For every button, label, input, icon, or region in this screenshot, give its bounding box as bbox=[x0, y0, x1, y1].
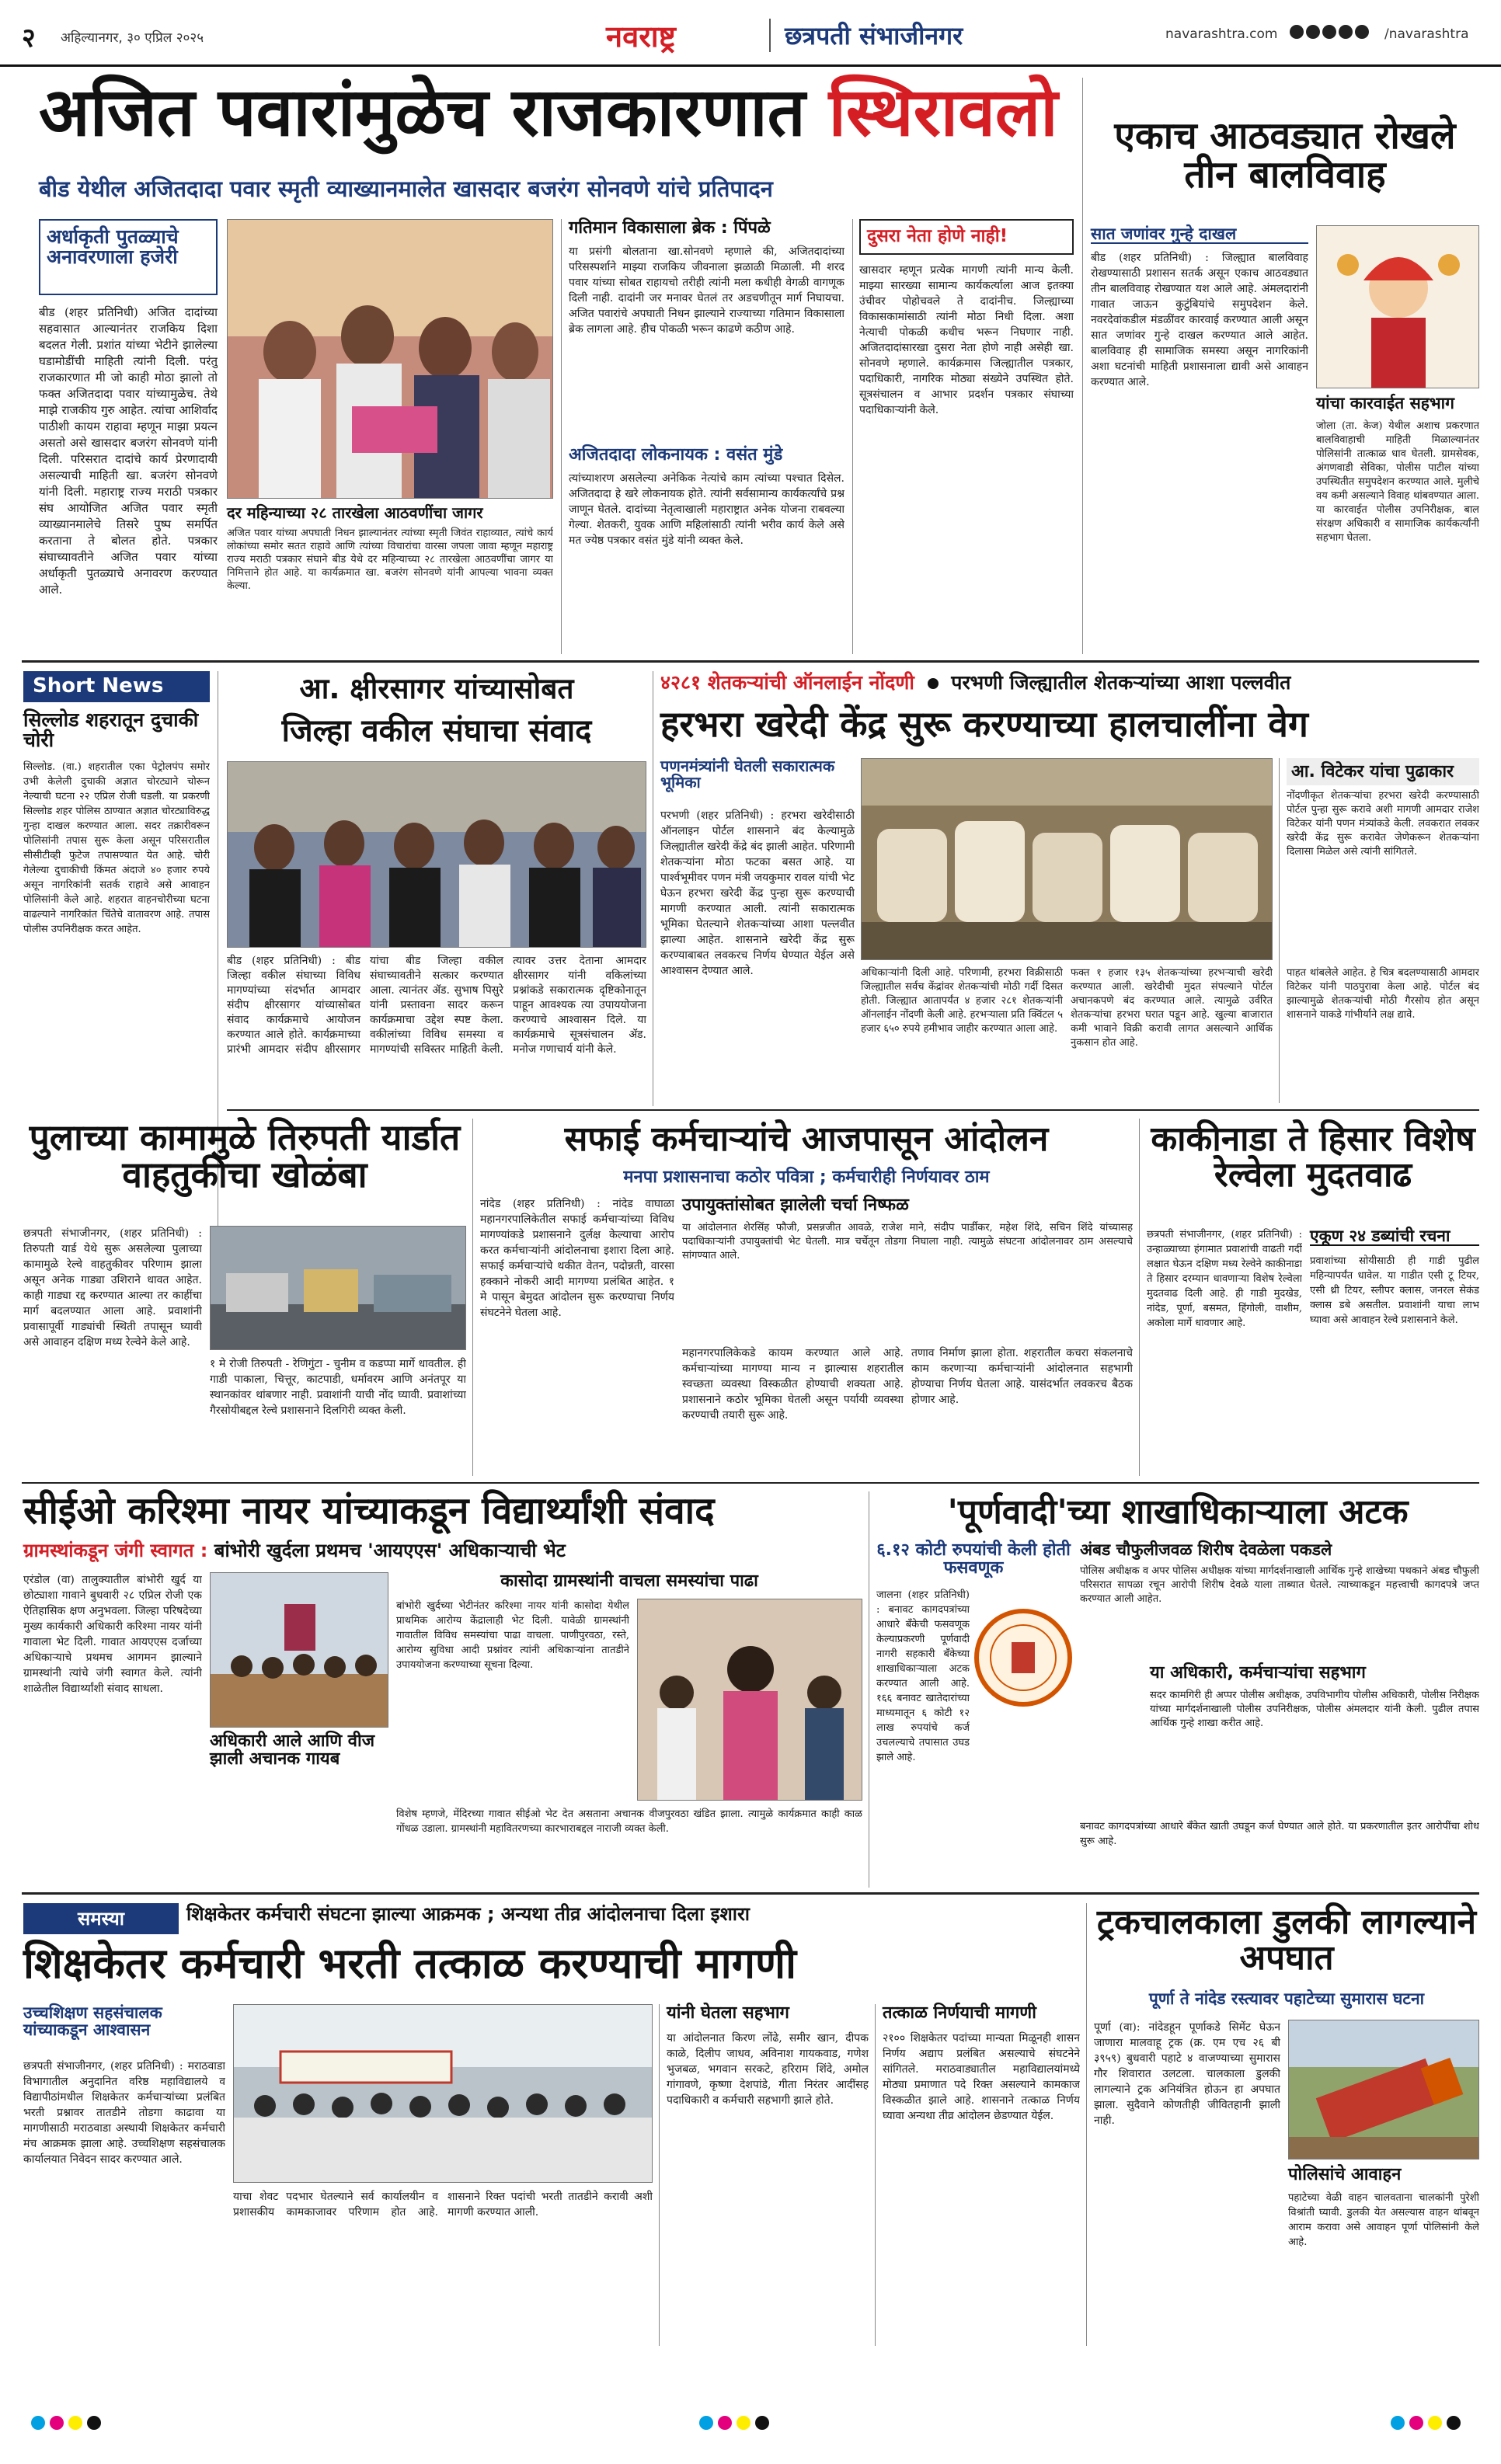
purnawadi-mid-body: पोलिस अधीक्षक व अपर पोलिस अधीक्षक यांच्या मार्गदर्शनाखाली आर्थिक गुन्हे शाखेच्या पथकाने अंबड चौफुली परिसरात सापळा रचून आरोपी शिरीष देवळे याला ताब्यात घेतले. त्याच्याकडून महत्त्वाची कागदपत्रे जप्त करण्यात आली आहेत. bbox=[1080, 1565, 1479, 1605]
teachers-col3-title: यांनी घेतला सहभाग bbox=[667, 2003, 789, 2023]
safai-sub: मनपा प्रशासनाचा कठोर पवित्रा ; कर्मचारीही निर्णयावर ठाम bbox=[623, 1168, 990, 1187]
gram-box-title: आ. विटेकर यांचा पुढाकार bbox=[1287, 758, 1479, 785]
purnawadi-bottom: बनावट कागदपत्रांच्या आधारे बँकेत खाती उघडून कर्ज घेण्यात आले होते. या प्रकरणातील इतर आरोपींचा शोध सुरू आहे. bbox=[1080, 1821, 1479, 1847]
lead-photo bbox=[227, 219, 553, 499]
gram-kicker-count: ४२८१ शेतकऱ्यांची ऑनलाईन नोंदणी bbox=[660, 671, 914, 694]
site-url[interactable]: navarashtra.com bbox=[1165, 26, 1278, 42]
lead-photo-caption-title: दर महिन्याच्या २८ तारखेला आठवणींचा जागर bbox=[227, 503, 483, 522]
safai-body: नांदेड (शहर प्रतिनिधी) : नांदेड वाघाळा महानगरपालिकेतील सफाई कर्मचाऱ्यांच्या विविध मागण्यांकडे प्रशासनाने दुर्लक्ष केल्याचा आरोप करत कर्मचाऱ्यांनी आंदोलनाचा इशारा दिला आहे. सफाई कर्मचाऱ्यांचे थकीत वेतन, पदोन्नती, वारसा हक्काने नोकरी आदी मागण्या प्रलंबित आहेत. १ मे पासून बेमुदत आंदोलन सुरू करण्याचा निर्णय संघटनेने घेतला आहे. bbox=[480, 1198, 674, 1319]
child-marriage-box-title: यांचा कारवाईत सहभाग bbox=[1316, 394, 1454, 412]
gram-body: परभणी (शहर प्रतिनिधी) : हरभरा खरेदीसाठी ऑनलाइन पोर्टल शासनाने बंद केल्यामुळे जिल्ह्यातील खरेदी केंद्रे बंद झाली आहेत. परिणामी शेतकऱ्यांना मोठा फटका बसत आहे. या पार्श्वभूमीवर पणन मंत्री जयकुमार रावल यांची भेट घेऊन हरभरा खरेदी केंद्र पुन्हा सुरू करण्याची मागणी करण्यात आली. त्यांनी सकारात्मक भूमिका घेतल्याने शेतकऱ्यांच्या आशा पल्लवीत झाल्या आहेत. शासनाने खरेदी केंद्र सुरू करण्याबाबत लवकरच निर्णय घेण्यात येईल असे आश्वासन देण्यात आले. bbox=[660, 809, 855, 977]
truck-headline: ट्रकचालकाला डुलकी लागल्याने अपघात bbox=[1096, 1902, 1477, 1979]
lead-headline-part2: स्थिरावलो bbox=[828, 74, 1058, 151]
lawyers-body: बीड (शहर प्रतिनिधी) : बीड जिल्हा वकील संघाच्या विविध मागण्यांच्या संदर्भात आमदार संदीप क्षीरसागर यांच्यासोबत संवाद कार्यक्रमाचे आयोजन करण्यात आले होते. कार्यक्रमाच्या प्रारंभी आमदार संदीप क्षीरसागर यांचा बीड जिल्हा वकील संघाच्यावतीने सत्कार करण्यात आला. त्यानंतर ॲड. सुभाष पिसुरे यांनी प्रस्तावना सादर करून कार्यक्रमाचा उद्देश स्पष्ट केला. वकीलांच्या विविध समस्या व मागण्यांची सविस्तर माहिती केली. त्यावर उत्तर देताना आमदार क्षीरसागर यांनी वकिलांच्या प्रश्नांकडे सकारात्मक दृष्टिकोनातून पाहून आवश्यक त्या उपाययोजना करण्याचे आश्वासन दिले. या कार्यक्रमाचे सूत्रसंचालन ॲड. मनोज गणाचार्य यांनी केले. bbox=[227, 955, 646, 1056]
safai-body3: तणाव निर्माण झाला होता. शहरातील कचरा संकलनाचे काम करणाऱ्या कर्मचाऱ्यांनी आंदोलनात सहभागी होण्याचा निर्णय घेतला आहे. यासंदर्भात लवकरच बैठक होणार आहे. bbox=[911, 1347, 1133, 1406]
child-marriage-sub: सात जणांवर गुन्हे दाखल bbox=[1091, 225, 1308, 244]
lead-sidebar-title: अर्धाकृती पुतळ्याचे अनावरणाला हजेरी bbox=[47, 225, 179, 269]
kakinada-box-body: प्रवाशांच्या सोयीसाठी ही गाडी पुढील महिन्यापर्यंत धावेल. या गाडीत एसी टू टियर, एसी थ्री टियर, स्लीपर क्लास, जनरल सेकंड क्लास डबे असतील. प्रवाशांनी याचा लाभ घ्यावा असे आवाहन रेल्वे प्रशासनाने केले. bbox=[1310, 1255, 1479, 1326]
social-icons[interactable] bbox=[1290, 25, 1369, 42]
lead-col2-title: गतिमान विकासाला ब्रेक : पिंपळे bbox=[569, 218, 771, 238]
purnawadi-box-title: या अधिकारी, कर्मचाऱ्यांचा सहभाग bbox=[1150, 1663, 1366, 1683]
ceo-mid-body: बांभोरी खुर्दच्या भेटीनंतर करिश्मा नायर यांनी कासोदा येथील प्राथमिक आरोग्य केंद्रालाही भेट दिली. यावेळी ग्रामस्थांनी गावातील विविध समस्यांचा पाढा वाचला. पाणीपुरवठा, रस्ते, आरोग्य सुविधा आदी प्रश्नांवर त्यांनी अधिकाऱ्यांना तातडीने उपाययोजना करण्याच्या सूचना दिल्या. bbox=[396, 1600, 629, 1671]
teachers-headline: शिक्षकेतर कर्मचारी भरती तत्काळ करण्याची मागणी bbox=[23, 1939, 797, 1988]
print-registration-marks-right bbox=[1391, 2416, 1465, 2433]
problem-tag-text: समस्या bbox=[77, 1908, 125, 1930]
gram-headline: हरभरा खरेदी केंद्र सुरू करण्याच्या हालचालींना वेग bbox=[660, 703, 1308, 745]
teachers-col4-body: २१०० शिक्षकेतर पदांच्या मान्यता मिळूनही शासन निर्णय अद्याप प्रलंबित असल्याचे संघटनेने सांगितले. मराठवाड्यातील महाविद्यालयांमध्ये मोठ्या प्रमाणात पदे रिक्त असल्याने कामकाज विस्कळीत झाले आहे. शासनाने तत्काळ निर्णय घ्यावा अन्यथा तीव्र आंदोलन छेडण्यात येईल. bbox=[883, 2032, 1080, 2122]
child-marriage-illustration bbox=[1316, 225, 1479, 388]
tirupati-body2: १ मे रोजी तिरुपती - रेणिगुंटा - चुनीम व कडप्पा मार्गे धावतील. ही गाडी पाकाला, चित्तूर, काटपाडी, धर्मावरम आणि अनंतपूर या स्थानकांवर थांबणार नाही. प्रवाशांनी याची नोंद घ्यावी. प्रवाशांच्या गैरसोयीबद्दल रेल्वे प्रशासनाने दिलगिरी व्यक्त केली. bbox=[210, 1358, 466, 1417]
short-news-title: सिल्लोड शहरातून दुचाकी चोरी bbox=[23, 708, 199, 752]
purnawadi-mid-title: अंबड चौफुलीजवळ शिरीष देवळेला पकडले bbox=[1080, 1540, 1332, 1559]
lawyers-photo bbox=[227, 761, 646, 948]
lawyers-headline: जिल्हा वकील संघाचा संवाद bbox=[281, 713, 592, 749]
purnawadi-bank-seal bbox=[973, 1588, 1074, 1743]
lead-col3-title: दुसरा नेता होणे नाही! bbox=[867, 226, 1008, 246]
teachers-body: छत्रपती संभाजीनगर, (शहर प्रतिनिधी) : मराठवाडा विभागातील अनुदानित वरिष्ठ महाविद्यालये व विद्यापीठांमधील शिक्षकेतर कर्मचाऱ्यांच्या प्रलंबित भरती प्रश्नावर तातडीने तोडगा काढावा या मागणीसाठी मराठवाडा अस्थायी शिक्षकेतर कर्मचारी मंच आक्रमक झाला आहे. उच्चशिक्षण सहसंचालक कार्यालयात निवेदन सादर करण्यात आले. bbox=[23, 2060, 225, 2166]
truck-box-body: पहाटेच्या वेळी वाहन चालवताना चालकांनी पुरेशी विश्रांती घ्यावी. डुलकी येत असल्यास वाहन थांबवून आराम करावा असे आवाहन पूर्णा पोलिसांनी केले आहे. bbox=[1288, 2192, 1479, 2248]
instagram-icon[interactable] bbox=[1306, 25, 1320, 39]
facebook-icon[interactable] bbox=[1290, 25, 1304, 39]
short-news-label-text: Short News bbox=[33, 674, 164, 698]
truck-box-title: पोलिसांचे आवाहन bbox=[1288, 2165, 1402, 2184]
print-registration-marks-center bbox=[699, 2416, 774, 2433]
ceo-headline: सीईओ करिश्मा नायर यांच्याकडून विद्यार्थ्यांशी संवाद bbox=[23, 1489, 715, 1533]
child-marriage-headline: एकाच आठवड्यात रोखले तीन बालविवाह bbox=[1114, 114, 1456, 197]
safai-headline: सफाई कर्मचाऱ्यांचे आजपासून आंदोलन bbox=[564, 1119, 1049, 1159]
x-icon[interactable] bbox=[1322, 25, 1336, 39]
short-news-body: सिल्लोड. (वा.) शहरातील एका पेट्रोलपंप समोर उभी केलेली दुचाकी अज्ञात चोरट्याने चोरून नेल्याची घटना २२ एप्रिल रोजी घडली. या प्रकरणी सिल्लोड शहर पोलिस ठाण्यात अज्ञात चोरट्याविरुद्ध गुन्हा दाखल करण्यात आला. सदर तक्रारीवरून पोलिसांनी तपास सुरू केला असून परिसरातील सीसीटीव्ही फुटेज तपासण्यात येत आहे. चोरी गेलेल्या दुचाकीची किंमत अंदाजे ४० हजार रुपये असून नागरिकांनी सतर्क राहावे असे आवाहन पोलिसांनी केले आहे. शहरात वाहनचोरीच्या घटना वाढल्याने नागरिकांत चिंतेचे वातावरण आहे. तपास पोलीस उपनिरीक्षक करत आहेत. bbox=[23, 761, 210, 935]
gram-box-body: नोंदणीकृत शेतकऱ्यांचा हरभरा खरेदी करण्यासाठी पोर्टल पुन्हा सुरू करावे अशी मागणी आमदार राजेश विटेकर यांनी पणन मंत्र्यांकडे केली. लवकरात लवकर खरेदी केंद्र सुरू करावेत जेणेकरून शेतकऱ्यांना दिलासा मिळेल असे त्यांनी सांगितले. bbox=[1287, 790, 1479, 858]
linkedin-icon[interactable] bbox=[1355, 25, 1369, 39]
ceo-photo-meeting bbox=[637, 1599, 862, 1801]
teachers-photo bbox=[233, 2004, 653, 2183]
child-marriage-body: बीड (शहर प्रतिनिधी) : जिल्ह्यात बालविवाह रोखण्यासाठी प्रशासन सतर्क असून एकाच आठवड्यात तीन बालविवाह रोखण्यात यश आले आहे. अंमलदारांनी गावात जाऊन कुटुंबियांचे समुपदेशन केले. नवरदेवांकडील मंडळींवर कारवाई करण्यात आली असून सात जणांवर गुन्हे दाखल करण्यात आले आहेत. बालविवाह ही सामाजिक समस्या असून नागरिकांनी अशा घटनांची माहिती प्रशासनाला द्यावी असे आवाहन करण्यात आले. bbox=[1091, 252, 1308, 388]
purnawadi-sub: ६.१२ कोटी रुपयांची केली होती फसवणूक bbox=[876, 1540, 1071, 1578]
tirupati-headline: पुलाच्या कामामुळे तिरुपती यार्डात वाहतुकीचा खोळंबा bbox=[29, 1116, 461, 1196]
lead-sidebar-box bbox=[39, 219, 218, 295]
truck-photo bbox=[1288, 2020, 1479, 2159]
gram-body3: फक्त १ हजार १३५ शेतकऱ्यांच्या हरभऱ्याची खरेदी करण्यात आली. खरेदीची मुदत संपल्याने पोर्टल अचानकपणे बंद करण्यात आले. त्यामुळे उर्वरित शेतकऱ्यांचा हरभरा घरात पडून आहे. खुल्या बाजारात कमी भावाने विक्री करावी लागत असल्याने आर्थिक नुकसान होत आहे. bbox=[1071, 967, 1273, 1049]
lead-col2-subtitle: अजितदादा लोकनायक : वसंत मुंडे bbox=[569, 445, 783, 465]
lead-headline-part1: अजित पवारांमुळेच राजकारणात bbox=[39, 74, 829, 151]
print-registration-marks-left bbox=[31, 2416, 106, 2433]
ceo-bottom-body: विशेष म्हणजे, मेंदिरच्या गावात सीईओ भेट देत असताना अचानक वीजपुरवठा खंडित झाला. त्यामुळे कार्यक्रमात काही काळ गोंधळ उडाला. ग्रामस्थांनी महावितरणच्या कारभाराबद्दल नाराजी व्यक्त केली. bbox=[396, 1808, 862, 1835]
ceo-photo-students bbox=[210, 1572, 388, 1728]
social-handle: /navarashtra bbox=[1384, 26, 1469, 42]
truck-body: पूर्णा (वा): नांदेडहून पूर्णाकडे सिमेंट घेऊन जाणारा मालवाहू ट्रक (क्र. एम एच २६ बी ३९५९) बुधवारी पहाटे ४ वाजण्याच्या सुमारास गौर शिवारात उलटला. चालकाला डुलकी लागल्याने ट्रक अनियंत्रित होऊन हा अपघात झाला. सुदैवाने कोणतीही जीवितहानी झाली नाही. bbox=[1094, 2021, 1280, 2127]
teachers-col4-title: तत्काळ निर्णयाची मागणी bbox=[883, 2003, 1036, 2023]
gram-kicker bbox=[660, 673, 1479, 693]
gram-kicker-2: परभणी जिल्ह्यातील शेतकऱ्यांच्या आशा पल्लवीत bbox=[951, 671, 1291, 694]
teachers-body2: याचा शेवट पदभार घेतल्याने सर्व कार्यालयीन व प्रशासकीय कामकाजावर परिणाम होत आहे. शासनाने रिक्त पदांची भरती तातडीने करावी अशी मागणी करण्यात आली. bbox=[233, 2191, 653, 2219]
tirupati-body: छत्रपती संभाजीनगर, (शहर प्रतिनिधी) : तिरुपती यार्ड येथे सुरू असलेल्या पुलाच्या कामामुळे रेल्वे वाहतुकीवर परिणाम झाला असून अनेक गाड्या उशिराने धावत आहेत. काही गाड्या रद्द करण्यात आल्या तर काहींचा मार्ग बदलण्यात आला आहे. प्रवाशांनी प्रवासापूर्वी गाड्यांची स्थिती तपासून घ्यावी असे आवाहन दक्षिण मध्य रेल्वेने केले आहे. bbox=[23, 1227, 202, 1349]
bullet-dot-icon bbox=[928, 678, 939, 689]
lead-col3-box bbox=[859, 219, 1074, 255]
purnawadi-headline: 'पूर्णवादी'च्या शाखाधिकाऱ्याला अटक bbox=[947, 1492, 1409, 1532]
short-news-label bbox=[23, 671, 210, 702]
kakinada-body: छत्रपती संभाजीनगर, (शहर प्रतिनिधी) : उन्हाळ्याच्या हंगामात प्रवाशांची वाढती गर्दी लक्षात घेऊन दक्षिण मध्य रेल्वेने काकीनाडा ते हिसार दरम्यान धावणाऱ्या विशेष रेल्वेला मुदतवाढ दिली आहे. ही गाडी मुदखेड, नांदेड, पूर्णा, बसमत, हिंगोली, वाशीम, अकोला मार्गे धावणार आहे. bbox=[1147, 1229, 1302, 1329]
gram-body2: अधिकाऱ्यांनी दिली आहे. परिणामी, हरभरा विक्रीसाठी जिल्ह्यातील सर्वच केंद्रांवर शेतकऱ्यांची मोठी गर्दी दिसत होती. जिल्ह्यात आतापर्यंत ४ हजार २८१ शेतकऱ्यांनी ऑनलाईन नोंदणी केली आहे. हरभऱ्याला प्रति क्विंटल ५ हजार ६५० रुपये हमीभाव जाहीर करण्यात आला आहे. bbox=[861, 967, 1063, 1035]
lead-body: बीड (शहर प्रतिनिधी) अजित दादांच्या सहवासात आल्यानंतर राजकिय दिशा बदलत गेली. प्रशांत यांच्या भेटीने झालेल्या घडामोडींची माहिती त्यांनी दिली. परंतु राजकारणात मी जो काही मोठा झालो तो फक्त अजितदादा पवार यांच्यामुळेच. तेथे माझे राजकीय गुरु आहेत. त्यांचा आशिर्वाद पाठीशी कायम राहावा म्हणून माझा प्रयत्न असतो असे खासदार बजरंग सोनवणे यांनी दिली. परिसरात दादांचे कार्य प्रेरणादायी असल्याची माहिती खा. बजरंग सोनवणे यांनी दिली. महाराष्ट्र राज्य मराठी पत्रकार संघ आयोजित अजित पवार स्मृती व्याख्यानमालेचे तिसरे पुष्प समर्पित करताना ते बोलत होते. पत्रकार संघाच्यावतीने अजित पवार यांच्या अर्धाकृती पुतळ्याचे अनावरण करण्यात आले. bbox=[39, 305, 218, 597]
problem-tag bbox=[23, 1903, 179, 1934]
lead-col2-sub-body: त्यांच्याशरण असलेल्या अनेकिक नेत्यांचे काम त्यांच्या पश्चात दिसेल. अजितदादा हे खरे लोकनायक होते. त्यांनी सर्वसामान्य कार्यकर्त्यांचे प्रश्न जाणून घेतले. दादांच्या नेतृत्वाखाली महाराष्ट्रात अनेक योजना राबवल्या गेल्या. शेतकरी, युवक आणि महिलांसाठी त्यांनी भरीव कार्य केले असे मत ज्येष्ठ पत्रकार वसंत मुंडे यांनी व्यक्त केले. bbox=[569, 472, 845, 547]
kakinada-headline: काकीनाडा ते हिसार विशेष रेल्वेला मुदतवाढ bbox=[1151, 1119, 1475, 1195]
lead-subhead: बीड येथील अजितदादा पवार स्मृती व्याख्यानमालेत खासदार बजरंग सोनवणे यांचे प्रतिपादन bbox=[39, 176, 773, 202]
truck-sub: पूर्णा ते नांदेड रस्त्यावर पहाटेच्या सुमारास घटना bbox=[1148, 1989, 1425, 2008]
gram-photo bbox=[861, 758, 1273, 960]
ceo-body: एरंडोल (वा) तालुक्यातील बांभोरी खुर्द या छोट्याशा गावाने बुधवारी २८ एप्रिल रोजी एक ऐतिहासिक क्षण अनुभवला. जिल्हा परिषदेच्या मुख्य कार्यकारी अधिकारी करिश्मा नायर यांनी गावाला भेट दिली. गावात आयएएस दर्जाच्या अधिकाऱ्याचे प्रथमच आगमन झाल्याने ग्रामस्थांनी त्यांचे जंगी स्वागत केले. त्यांनी शाळेतील विद्यार्थ्यांशी संवाद साधला. bbox=[23, 1574, 202, 1695]
lead-col3-body: खासदार म्हणून प्रत्येक मागणी त्यांनी मान्य केली. माझ्या सारख्या सामान्य कार्यकर्त्याला आज इतक्या उंचीवर पोहोचवले ते दादांनीच. जिल्ह्याच्या विकासकामांसाठी त्यांनी मोठा निधी दिला. अशा नेत्याची पोकळी कधीच भरून निघणार नाही. अजितदादांसारखा दुसरा नेता होणे नाही असेही खा. सोनवणे म्हणाले. कार्यक्रमास जिल्ह्यातील पत्रकार, पदाधिकारी, नागरिक मोठ्या संख्येने उपस्थित होते. सूत्रसंचालन व आभार प्रदर्शन पत्रकार संघाच्या पदाधिकाऱ्यांनी केले. bbox=[859, 264, 1074, 416]
lead-photo-caption: अजित पवार यांच्या अपघाती निधन झाल्यानंतर त्यांच्या स्मृती जिवंत राहाव्यात, त्यांचे कार्य लोकांच्या समोर सतत राहावे आणि त्यांच्या विचारांचा वारसा जपला जावा म्हणून महाराष्ट्र राज्य मराठी पत्रकार संघाने बीड येथे दर महिन्याच्या २८ तारखेला आठवणींचा जागर या निमित्ताने होत आहे. या कार्यक्रमात खा. बजरंग सोनवणे यांनी आपल्या भावना व्यक्त केल्या. bbox=[227, 527, 553, 592]
page-number: २ bbox=[22, 23, 36, 54]
teachers-kicker: शिक्षकेतर कर्मचारी संघटना झाल्या आक्रमक ; अन्यथा तीव्र आंदोलनाचा दिला इशारा bbox=[186, 1903, 750, 1925]
safai-mid-body: या आंदोलनात शेरसिंह फौजी, प्रसन्नजीत आवळे, राजेश माने, संदीप पार्डीकर, महेश शिंदे, सचिन शिंदे यांच्यासह पदाधिकाऱ्यांनी उपायुक्तांची भेट घेतली. मात्र चर्चेतून तोडगा निघाला नाही. त्यामुळे संघटना आंदोलनावर ठाम असल्याचे सांगण्यात आले. bbox=[682, 1222, 1133, 1262]
brand-logo: नवराष्ट्र bbox=[606, 19, 676, 54]
masthead bbox=[0, 0, 1501, 67]
gram-box-body2: पाहत थांबलेले आहेत. हे चित्र बदलण्यासाठी आमदार विटेकर यांनी पाठपुरावा केला आहे. पोर्टल बंद झाल्यामुळे शेतकऱ्यांची मोठी गैरसोय होत असून शासनाने याकडे गांभीर्याने लक्ष द्यावे. bbox=[1287, 967, 1479, 1021]
purnawadi-body: जालना (शहर प्रतिनिधी) : बनावट कागदपत्रांच्या आधारे बँकेची फसवणूक केल्याप्रकरणी पूर्णवादी नागरी सहकारी बँकेच्या शाखाधिकाऱ्याला अटक करण्यात आली आहे. १६६ बनावट खातेदारांच्या माध्यमातून ६ कोटी १२ लाख रुपयांचे कर्ज उचलल्याचे तपासात उघड झाले आहे. bbox=[876, 1589, 970, 1763]
purnawadi-box-body: सदर कामगिरी ही अप्पर पोलीस अधीक्षक, उपविभागीय पोलीस अधिकारी, पोलीस निरीक्षक यांच्या मार्गदर्शनाखाली पोलीस उपनिरीक्षक, पोलीस अंमलदार यांनी केली. पुढील तपास आर्थिक गुन्हे शाखा करीत आहे. bbox=[1150, 1690, 1479, 1729]
ceo-sub bbox=[23, 1541, 862, 1561]
safai-body2: महानगरपालिकेकडे कायम करण्यात आले आहे. कर्मचाऱ्यांच्या मागण्या मान्य न झाल्यास शहरातील स्वच्छता व्यवस्था विस्कळीत होण्याची शक्यता आहे. प्रशासनाने कठोर भूमिका घेतली असून पर्यायी व्यवस्था करण्याची तयारी सुरू आहे. bbox=[682, 1347, 904, 1422]
child-marriage-box-body: जोला (ता. केज) येथील अशाच प्रकरणात बालविवाहाची माहिती मिळाल्यानंतर पोलिसांनी तात्काळ धाव घेतली. ग्रामसेवक, अंगणवाडी सेविका, पोलीस पाटील यांच्या उपस्थितीत समुपदेशन करण्यात आले. मुलीचे वय कमी असल्याने विवाह थांबवण्यात आला. या कारवाईत पोलीस उपनिरीक्षक, बाल संरक्षण अधिकारी व सामाजिक कार्यकर्त्यांनी सहभाग घेतला. bbox=[1316, 420, 1479, 544]
safai-mid-title: उपायुक्तांसोबत झालेली चर्चा निष्फळ bbox=[682, 1195, 909, 1215]
kakinada-box-title: एकूण २४ डब्यांची रचना bbox=[1310, 1227, 1479, 1246]
tirupati-photo bbox=[210, 1226, 466, 1350]
ceo-photo-caption: अधिकारी आले आणि वीज झाली अचानक गायब bbox=[210, 1731, 375, 1770]
lead-headline bbox=[39, 74, 1072, 151]
edition-name: छत्रपती संभाजीनगर bbox=[769, 19, 963, 52]
teachers-sub: उच्चशिक्षण सहसंचालक यांच्याकडून आश्वासन bbox=[23, 2003, 162, 2040]
gram-sub: पणनमंत्र्यांनी घेतली सकारात्मक भूमिका bbox=[660, 757, 835, 792]
teachers-col3-body: या आंदोलनात किरण लोंढे, समीर खान, दीपक काळे, दिलीप जाधव, अविनाश गायकवाड, गणेश भुजबळ, भगवान सरकटे, हरिराम शिंदे, अमोल गांगावणे, कृष्णा देशपांडे, गीता निरंतर आदींसह पदाधिकारी व कर्मचारी सहभागी झाले होते. bbox=[667, 2032, 869, 2107]
page-date: अहिल्यानगर, ३० एप्रिल २०२५ bbox=[61, 30, 204, 46]
ceo-sub-red: ग्रामस्थांकडून जंगी स्वागत : bbox=[23, 1540, 214, 1561]
ceo-mid-title: कासोदा ग्रामस्थांनी वाचला समस्यांचा पाढा bbox=[500, 1571, 758, 1591]
lead-col2-body: या प्रसंगी बोलताना खा.सोनवणे म्हणाले की, अजितदादांच्या परिसस्पर्शाने माझ्या राजकिय जीवनाला झळाळी मिळाली. मी शरद पवार यांच्या सोबत राहायचो तरीही त्यांनी मला कधीही वेगळी वागणूक दिली नाही. दादांनी जर मनावर घेतलं तर अडचणीतून मार्ग निघायचा. अजित पवारांचे अपघाती निधन झाल्याने राज्याच्या गतिमान विकासाला ब्रेक लागला आहे. हीच पोकळी भरून काढणे कठीण आहे. bbox=[569, 245, 845, 336]
lawyers-kicker: आ. क्षीरसागर यांच्यासोबत bbox=[299, 672, 574, 705]
youtube-icon[interactable] bbox=[1339, 25, 1353, 39]
ceo-sub-rest: बांभोरी खुर्दला प्रथमच 'आयएएस' अधिकाऱ्याची भेट bbox=[214, 1540, 566, 1561]
